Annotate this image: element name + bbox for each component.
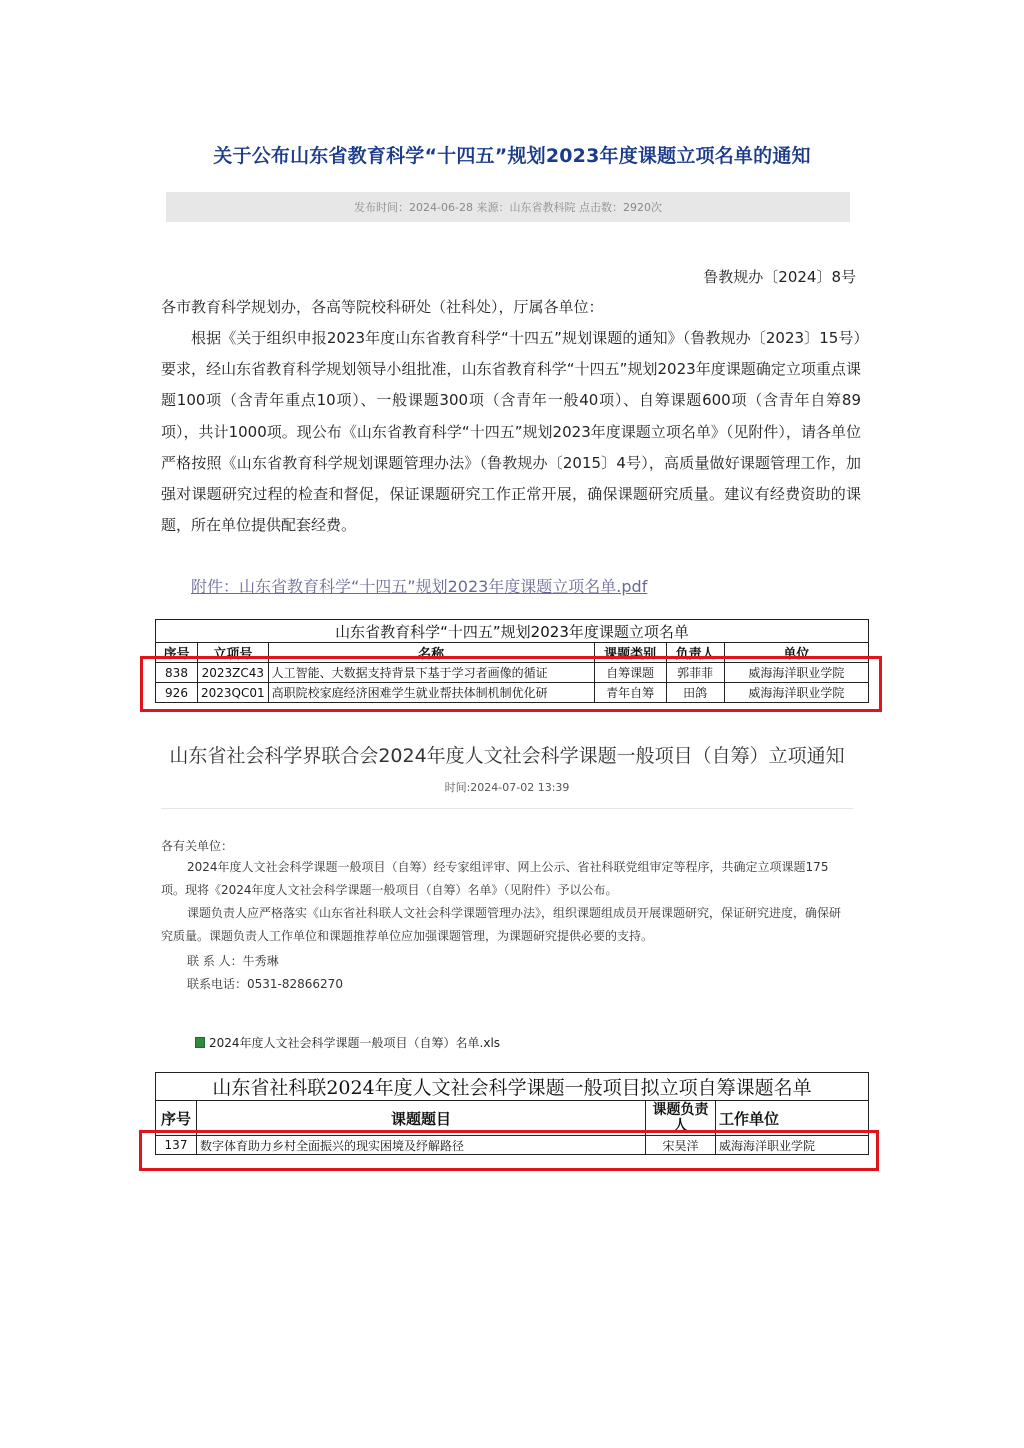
cell-project-id: 2023QC01: [198, 683, 269, 703]
cell-leader: 田鸽: [666, 683, 724, 703]
header-name: 名称: [268, 643, 594, 663]
header-unit: 工作单位: [716, 1101, 869, 1136]
header-leader: 负责人: [666, 643, 724, 663]
cell-unit: 威海海洋职业学院: [724, 663, 868, 683]
notice2-paragraph-1: 2024年度人文社会科学课题一般项目（自筹）经专家组评审、网上公示、省社科联党组审定等程序，共确定立项课题175项。现将《2024年度人文社会科学课题一般项目（自筹）名单》（见附件）予以公布。: [161, 860, 829, 897]
header-unit: 单位: [724, 643, 868, 663]
table2-caption: 山东省社科联2024年度人文社会科学课题一般项目拟立项自筹课题名单: [156, 1073, 869, 1101]
excel-file-icon: [195, 1037, 205, 1048]
cell-category: 自筹课题: [594, 663, 666, 683]
notice1-document-number: 鲁教规办〔2024〕8号: [703, 268, 856, 286]
contact-person: 联 系 人：牛秀琳: [187, 954, 279, 968]
notice2-time: 时间:2024-07-02 13:39: [444, 781, 570, 794]
cell-category: 青年自筹: [594, 683, 666, 703]
attachment-filename[interactable]: 2024年度人文社会科学课题一般项目（自筹）名单.xls: [209, 1036, 501, 1050]
cell-name: 人工智能、大数据支持背景下基于学习者画像的循证: [268, 663, 594, 683]
notice2-attachment-link[interactable]: [195, 1034, 500, 1051]
notice2-title: 山东省社会科学界联合会2024年度人文社会科学课题一般项目（自筹）立项通知: [169, 745, 845, 767]
cell-unit: 威海海洋职业学院: [724, 683, 868, 703]
cell-index: 838: [156, 663, 198, 683]
cell-leader: 郭菲菲: [666, 663, 724, 683]
notice1-body: 根据《关于组织申报2023年度山东省教育科学“十四五”规划课题的通知》（鲁教规办〔2023〕15号）要求，经山东省教育科学规划领导小组批准，山东省教育科学“十四五”规划2023年度课题确定立项重点课题100项（含青年重点10项）、一般课题300项（含青年一般40项）、自筹课题600项（含青年自筹89项），共计1000项。现公布《山东省教育科学“十四五”规划2023年度课题立项名单》（见附件），请各单位严格按照《山东省教育科学规划课题管理办法》（鲁教规办〔2015〕4号），高质量做好课题管理工作，加强对课题研究过程的检查和督促，保证课题研究工作正常开展，确保课题研究质量。建议有经费资助的课题，所在单位提供配套经费。: [161, 329, 861, 535]
notice2-addressee: 各有关单位：: [161, 839, 234, 853]
header-index: 序号: [156, 643, 198, 663]
notice1-meta-text: 发布时间：2024-06-28 来源：山东省教科院 点击数：2920次: [354, 201, 662, 214]
cell-project-id: 2023ZC43: [198, 663, 269, 683]
notice1-meta-bar: [166, 192, 850, 222]
header-leader: 课题负责人: [646, 1101, 716, 1136]
cell-index: 137: [156, 1136, 197, 1155]
header-category: 课题类别: [594, 643, 666, 663]
table1-caption: 山东省教育科学“十四五”规划2023年度课题立项名单: [156, 620, 869, 643]
notice2-body: [161, 856, 845, 948]
divider: [161, 808, 853, 809]
highlight-box-2: [139, 1130, 879, 1171]
notice2-contact: [187, 950, 343, 996]
notice1-attachment-link[interactable]: 附件：山东省教育科学“十四五”规划2023年度课题立项名单.pdf: [191, 577, 648, 596]
cell-leader: 宋昊洋: [646, 1136, 716, 1155]
contact-phone: 联系电话：0531-82866270: [187, 977, 343, 991]
notice2-paragraph-2: 课题负责人应严格落实《山东省社科联人文社会科学课题管理办法》，组织课题组成员开展课题研究，保证研究进度，确保研究质量。课题负责人工作单位和课题推荐单位应加强课题管理，为课题研究提供必要的支持。: [161, 906, 842, 943]
notice1-title: 关于公布山东省教育科学“十四五”规划2023年度课题立项名单的通知: [213, 145, 811, 167]
cell-topic: 数字体育助力乡村全面振兴的现实困境及纾解路径: [197, 1136, 646, 1155]
header-index: 序号: [156, 1101, 197, 1136]
notice1-addressee: 各市教育科学规划办，各高等院校科研处（社科处），厅属各单位：: [161, 298, 604, 316]
highlight-box-1: [140, 656, 882, 712]
header-project-id: 立项号: [198, 643, 269, 663]
header-topic: 课题题目: [197, 1101, 646, 1136]
cell-index: 926: [156, 683, 198, 703]
cell-unit: 威海海洋职业学院: [716, 1136, 869, 1155]
cell-name: 高职院校家庭经济困难学生就业帮扶体制机制优化研: [268, 683, 594, 703]
